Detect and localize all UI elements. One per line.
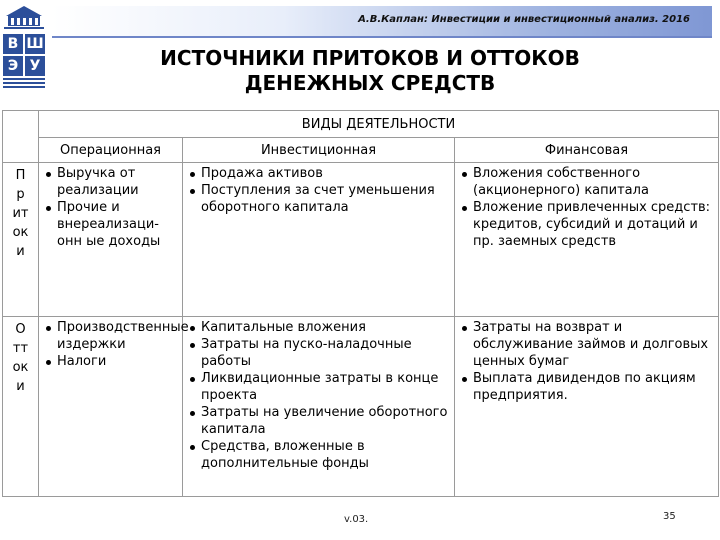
header-divider: [52, 36, 712, 38]
list-item: Средства, вложенные в дополнительные фонды: [189, 438, 450, 472]
list-item: Производственные издержки: [45, 319, 178, 353]
list-item: Продажа активов: [189, 165, 450, 182]
column-header-label: Операционная: [60, 143, 161, 158]
list-item: Выплата дивидендов по акциям предприятия.: [461, 370, 714, 404]
row-label-part: О: [15, 322, 26, 337]
header-author-text: А.В.Каплан: Инвестиции и инвестиционный анализ. 2016: [358, 14, 690, 25]
cell-inflows-investing: [183, 163, 455, 317]
list-item: Затраты на увеличение оборотного капитала: [189, 404, 450, 438]
logo-letter-tile: Э: [3, 56, 23, 76]
row-label-part: ок: [12, 360, 29, 375]
row-label-part: ит: [12, 206, 29, 221]
table-group-header-row: [3, 111, 719, 138]
column-header-financing: [455, 138, 719, 163]
page-number: 35: [663, 511, 676, 522]
column-header-label: Финансовая: [544, 143, 629, 158]
table-row-inflows: [3, 163, 719, 317]
list-item: Вложение привлеченных средств: кредитов, субсидий и дотаций и пр. заемных средств: [461, 199, 714, 250]
list-item: Затраты на возврат и обслуживание займов и долговых ценных бумаг: [461, 319, 714, 370]
table-column-header-row: [3, 138, 719, 163]
row-label-part: П: [15, 168, 26, 183]
row-label-part: ок: [12, 225, 29, 240]
activities-header: [39, 111, 719, 138]
building-icon: [2, 2, 46, 30]
column-header-operating: [39, 138, 183, 163]
list-item: Выручка от реализации: [45, 165, 178, 199]
list-item: Вложения собственного (акционерного) капитала: [461, 165, 714, 199]
list-item: Капитальные вложения: [189, 319, 450, 336]
logo-letter-tile: В: [3, 34, 23, 54]
university-logo-icon: [0, 0, 48, 96]
column-header-investing: [183, 138, 455, 163]
table-row-outflows: [3, 317, 719, 497]
row-label-inflows: [3, 163, 39, 317]
list-item: Налоги: [45, 353, 178, 370]
cell-inflows-operating: [39, 163, 183, 317]
list-item: Затраты на пуско-наладочные работы: [189, 336, 450, 370]
page-title-line: ИСТОЧНИКИ ПРИТОКОВ И ОТТОКОВ: [160, 46, 580, 70]
list-item: Прочие и внереализаци-онн ые доходы: [45, 199, 178, 250]
footer-version: v.03.: [344, 514, 369, 525]
list-item: Поступления за счет уменьшения оборотного капитала: [189, 182, 450, 216]
row-label-part: р: [16, 187, 25, 202]
logo-stripes: [3, 78, 45, 92]
row-label-part: тт: [12, 341, 29, 356]
row-label-part: и: [16, 244, 25, 259]
row-label-outflows: [3, 317, 39, 497]
cell-inflows-financing: [455, 163, 719, 317]
cell-outflows-financing: [455, 317, 719, 497]
logo-letter-tile: У: [25, 56, 45, 76]
logo-letter-tile: Ш: [26, 36, 44, 52]
list-item: Ликвидационные затраты в конце проекта: [189, 370, 450, 404]
column-header-label: Инвестиционная: [260, 143, 377, 158]
cash-flow-table: [2, 110, 719, 497]
cell-outflows-operating: [39, 317, 189, 497]
row-label-part: и: [16, 379, 25, 394]
activities-header-label: ВИДЫ ДЕЯТЕЛЬНОСТИ: [301, 117, 456, 132]
page-title-line: ДЕНЕЖНЫХ СРЕДСТВ: [244, 71, 496, 95]
table-corner-cell: [3, 111, 39, 163]
cell-outflows-investing: [183, 317, 455, 497]
page-title: [90, 46, 650, 96]
